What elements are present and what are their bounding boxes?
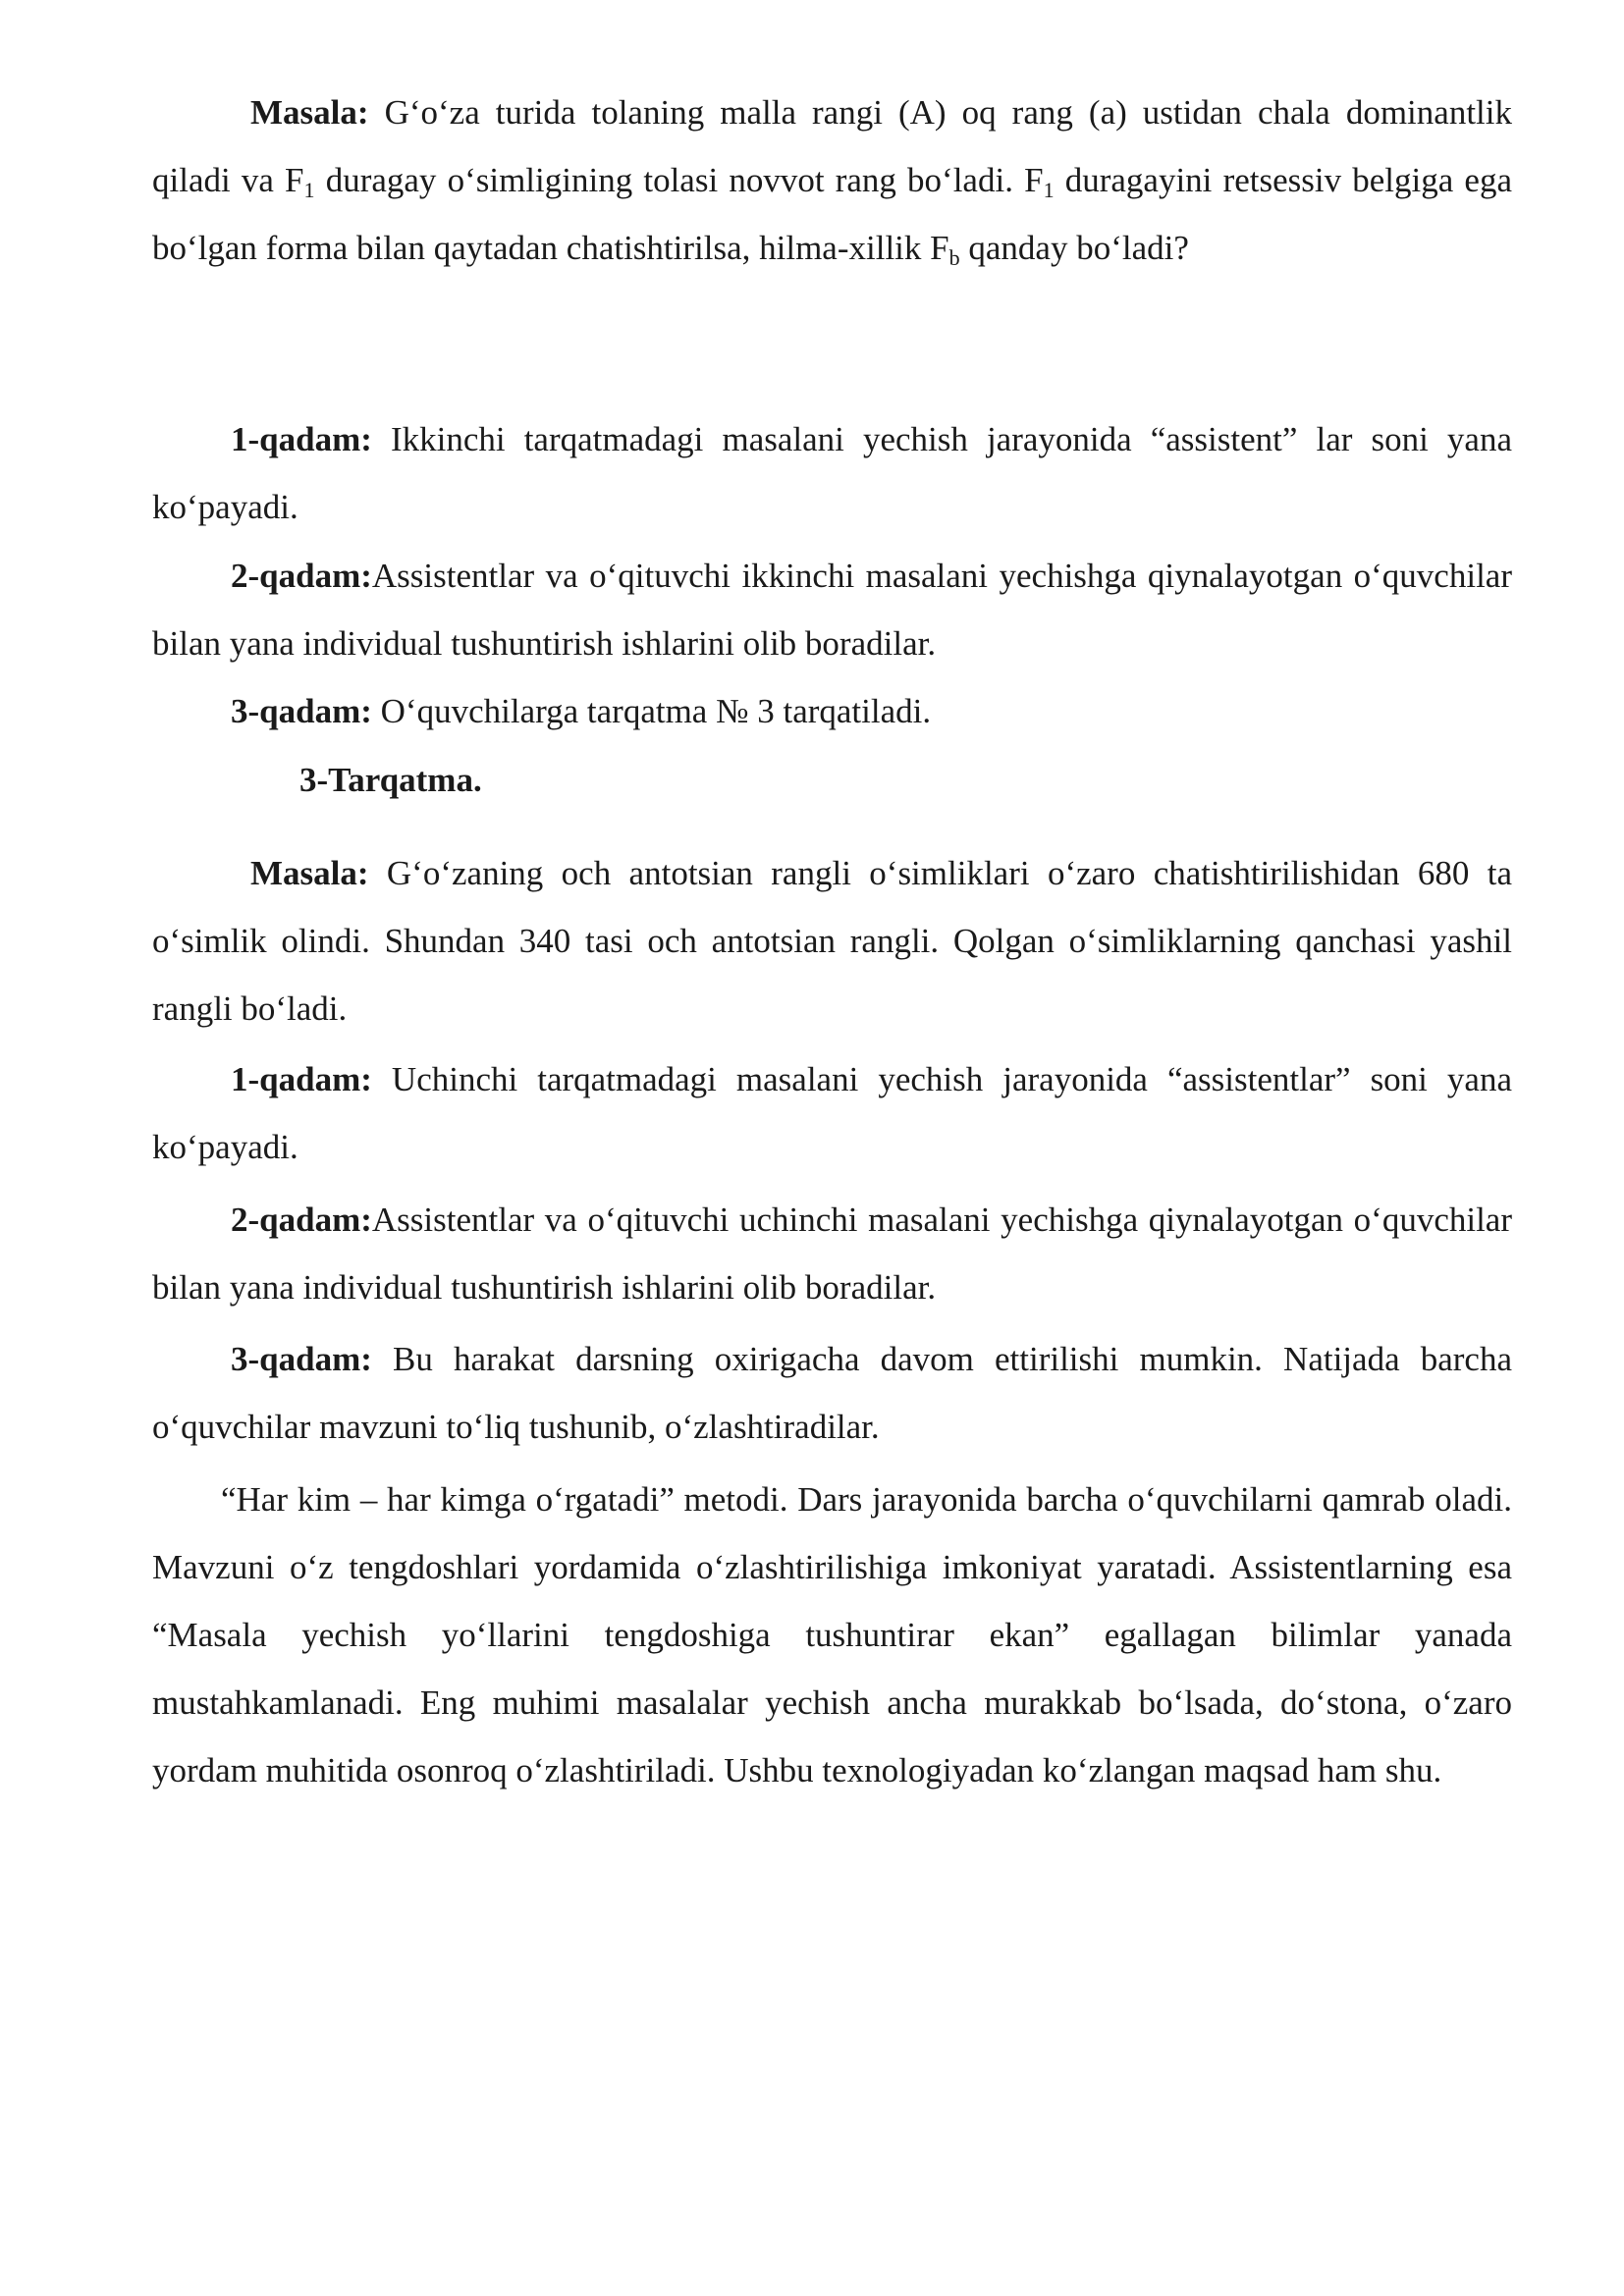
step-6-label: 3-qadam: bbox=[231, 1340, 372, 1378]
problem-1-text-1: G‘o‘za turida tolaning malla rangi (A) oq rang (a) ustidan chala dominantlik qiladi va F bbox=[152, 93, 1512, 199]
step-2-paragraph bbox=[152, 542, 1512, 677]
step-1-label: 1-qadam: bbox=[231, 420, 372, 458]
problem-1-subscript-1: 1 bbox=[303, 178, 315, 202]
step-4-text: Uchinchi tarqatmadagi masalani yechish jarayonida “assistentlar” soni yana ko‘payadi. bbox=[152, 1060, 1512, 1166]
problem-1-subscript-3: b bbox=[948, 245, 960, 270]
step-3-label: 3-qadam: bbox=[231, 692, 372, 730]
problem-1-text-2: duragay o‘simligining tolasi novvot rang bo‘ladi. F bbox=[314, 161, 1044, 199]
step-5-text: Assistentlar va o‘qituvchi uchinchi masalani yechishga qiynalayotgan o‘quvchilar bilan yana individual tushuntirish ishlarini olib boradilar. bbox=[152, 1201, 1512, 1307]
step-4-label: 1-qadam: bbox=[231, 1060, 372, 1098]
step-5-label: 2-qadam: bbox=[231, 1201, 372, 1239]
step-3-text: O‘quvchilarga tarqatma № 3 tarqatiladi. bbox=[371, 692, 932, 730]
problem-1-text-4: qanday bo‘ladi? bbox=[959, 229, 1189, 267]
problem-1-text-3: duragayini retsessiv belgiga ega bo‘lgan forma bilan qaytadan chatishtirilsa, hilma-xillik F bbox=[152, 161, 1512, 267]
step-5-paragraph bbox=[152, 1186, 1512, 1321]
step-3-paragraph bbox=[152, 677, 1512, 745]
problem-1-subscript-2: 1 bbox=[1043, 178, 1055, 202]
step-2-text: Assistentlar va o‘qituvchi ikkinchi masalani yechishga qiynalayotgan o‘quvchilar bilan yana individual tushuntirish ishlarini olib boradilar. bbox=[152, 557, 1512, 663]
step-6-paragraph bbox=[152, 1325, 1512, 1461]
problem-2-label: Masala: bbox=[250, 854, 369, 892]
problem-1-label: Masala: bbox=[250, 93, 369, 132]
handout-heading: 3-Tarqatma. bbox=[299, 761, 482, 799]
problem-2-text: G‘o‘zaning och antotsian rangli o‘simliklari o‘zaro chatishtirilishidan 680 ta o‘simlik olindi. Shundan 340 tasi och antotsian rangli. Qolgan o‘simliklarning qanchasi yashil rangli bo‘ladi. bbox=[152, 854, 1512, 1028]
step-2-label: 2-qadam: bbox=[231, 557, 372, 595]
problem-2-paragraph bbox=[152, 839, 1512, 1042]
step-6-text: Bu harakat darsning oxirigacha davom ettirilishi mumkin. Natijada barcha o‘quvchilar mavzuni to‘liq tushunib, o‘zlashtiradilar. bbox=[152, 1340, 1512, 1446]
problem-1-paragraph bbox=[152, 79, 1512, 282]
step-1-paragraph bbox=[152, 405, 1512, 541]
method-paragraph: “Har kim – har kimga o‘rgatadi” metodi. Dars jarayonida barcha o‘quvchilarni qamrab oladi. Mavzuni o‘z tengdoshlari yordamida o‘zlashtirilishiga imkoniyat yaratadi. Assistentlarning esa “Masala yechish yo‘llarini tengdoshiga tushuntirar ekan” egallagan bilimlar yanada mustahkamlanadi. Eng muhimi masalalar yechish ancha murakkab bo‘lsada, do‘stona, o‘zaro yordam muhitida osonroq o‘zlashtiriladi. Ushbu texnologiyadan ko‘zlangan maqsad ham shu. bbox=[152, 1480, 1512, 1789]
step-1-text: Ikkinchi tarqatmadagi masalani yechish jarayonida “assistent” lar soni yana ko‘payadi. bbox=[152, 420, 1512, 526]
step-4-paragraph bbox=[152, 1045, 1512, 1181]
